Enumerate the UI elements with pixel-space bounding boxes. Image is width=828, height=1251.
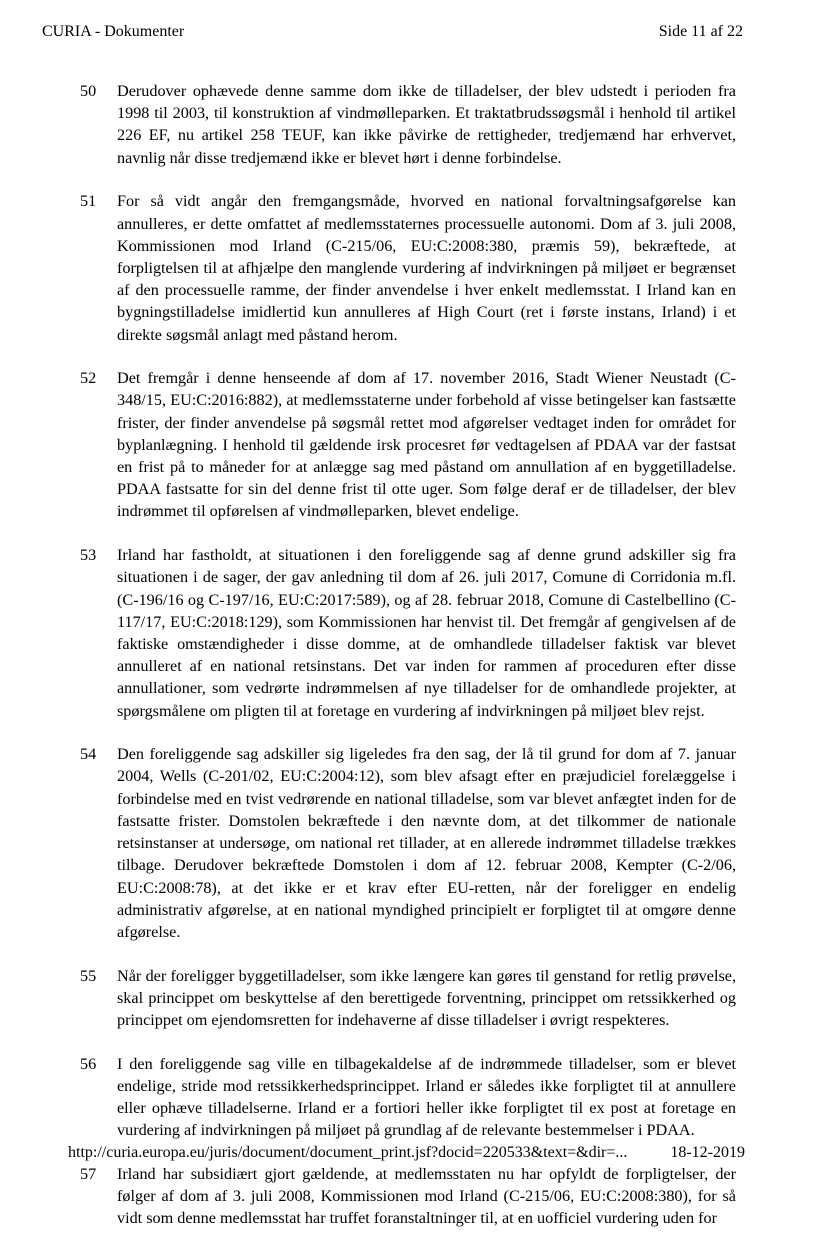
paragraph-52 bbox=[80, 367, 736, 522]
paragraph-56 bbox=[80, 1053, 736, 1142]
paragraph-text: For så vidt angår den fremgangsmåde, hvorved en national forvaltningsafgørelse kan annulleres, er dette omfattet af medlemsstaternes processuelle autonomi. Dom af 3. juli 2008, Kommissionen mod Irland (C-215/06, EU:C:2008:380, præmis 59), bekræftede, at forpligtelsen til at afhjælpe den manglende vurdering af indvirkningen på miljøet er begrænset af den processuelle ramme, der finder anvendelse i hver enkelt medlemsstat. I Irland kan en bygningstilladelse imidlertid kun annulleres af High Court (ret i første instans, Irland) i et direkte søgsmål anlagt med påstand herom. bbox=[117, 192, 736, 344]
paragraph-text: Den foreliggende sag adskiller sig ligeledes fra den sag, der lå til grund for dom af 7. januar 2004, Wells (C-201/02, EU:C:2004:12), som blev afsagt efter en præjudiciel forelæggelse i forbindelse med en tvist vedrørende en national tilladelse, som var blevet anfægtet inden for de fastsatte frister. Domstolen bekræftede i den nævnte dom, at det tilkommer de nationale retsinstanser at undersøge, om national ret tillader, at en allerede indrømmet tilladelse trækkes tilbage. Derudover bekræftede Domstolen i dom af 12. februar 2008, Kempter (C-2/06, EU:C:2008:78), at det ikke er et krav efter EU-retten, når der foreligger en endelig administrativ afgørelse, at en national myndighed principielt er forpligtet til at omgøre denne afgørelse. bbox=[117, 745, 736, 941]
paragraph-number: 57 bbox=[80, 1165, 97, 1184]
paragraph-text: Derudover ophævede denne samme dom ikke de tilladelser, der blev udstedt i perioden fra 1998 til 2003, til konstruktion af vindmølleparken. Et traktatbrudssøgsmål i henhold til artikel 226 EF, nu artikel 258 TEUF, kan ikke påvirke de rettigheder, tredjemænd har erhvervet, navnlig når disse tredjemænd ikke er blevet hørt i denne forbindelse. bbox=[117, 82, 736, 167]
paragraph-number: 54 bbox=[80, 745, 97, 764]
document-title: CURIA - Dokumenter bbox=[42, 23, 185, 40]
source-url: http://curia.europa.eu/juris/document/document_print.jsf?docid=220533&text=&dir=... bbox=[68, 1144, 628, 1161]
paragraph-text: Irland har subsidiært gjort gældende, at medlemsstaten nu har opfyldt de forpligtelser, der følger af dom af 3. juli 2008, Kommissionen mod Irland (C-215/06, EU:C:2008:380), for så vidt som denne medlemsstat har truffet foranstaltninger til, at en uofficiel vurdering uden for bbox=[117, 1165, 736, 1228]
paragraph-number: 51 bbox=[80, 192, 97, 211]
paragraph-53 bbox=[80, 544, 736, 722]
paragraph-text: Når der foreligger byggetilladelser, som ikke længere kan gøres til genstand for retlig prøvelse, skal princippet om beskyttelse af den berettigede forventning, princippet om retssikkerhed og princippet om ejendomsretten for indehaverne af disse tilladelser i øvrigt respekteres. bbox=[117, 966, 736, 1030]
paragraph-50 bbox=[80, 80, 736, 169]
document-body bbox=[80, 80, 736, 1251]
paragraph-number: 53 bbox=[80, 546, 97, 565]
paragraph-text: I den foreliggende sag ville en tilbagekaldelse af de indrømmede tilladelser, som er blevet endelige, stride mod retssikkerhedsprincippet. Irland er således ikke forpligtet til at annullere eller ophæve tilladelserne. Irland er a fortiori heller ikke forpligtet til ex post at foretage en vurdering af indvirkningen på miljøet på grundlag af de relevante bestemmelser i PDAA. bbox=[117, 1054, 736, 1140]
paragraph-57 bbox=[80, 1163, 736, 1230]
print-date: 18-12-2019 bbox=[670, 1144, 745, 1161]
paragraph-text: Irland har fastholdt, at situationen i den foreliggende sag af denne grund adskiller sig fra situationen i de sager, der gav anledning til dom af 26. juli 2017, Comune di Corridonia m.fl. (C-196/16 og C-197/16, EU:C:2017:589), og af 28. februar 2018, Comune di Castelbellino (C-117/17, EU:C:2018:129), som Kommissionen har henvist til. Det fremgår af gengivelsen af de faktiske omstændigheder i disse domme, at de omhandlede tilladelser faktisk var blevet annulleret af en national retsinstans. Det var inden for rammen af proceduren efter disse annullationer, som vedrørte indrømmelsen af nye tilladelser for de omhandlede projekter, at spørgsmålene om pligten til at foretage en vurdering af indvirkningen på miljøet blev rejst. bbox=[117, 546, 736, 720]
paragraph-text: Det fremgår i denne henseende af dom af 17. november 2016, Stadt Wiener Neustadt (C-348/15, EU:C:2016:882), at medlemsstaterne under forbehold af visse betingelser kan fastsætte frister, der finder anvendelse på søgsmål rettet mod afgørelser vedtaget inden for området for byplanlægning. I henhold til gældende irsk procesret før vedtagelsen af PDAA var der fastsat en frist på to måneder for at anlægge sag med påstand om annullation af en byggetilladelse. PDAA fastsatte for sin del denne frist til otte uger. Som følge deraf er de tilladelser, der blev indrømmet til opførelsen af vindmølleparken, blevet endelige. bbox=[117, 369, 736, 521]
paragraph-55 bbox=[80, 965, 736, 1032]
paragraph-number: 55 bbox=[80, 966, 97, 985]
paragraph-number: 52 bbox=[80, 369, 97, 388]
paragraph-51 bbox=[80, 190, 736, 345]
paragraph-54 bbox=[80, 743, 736, 943]
paragraph-number: 56 bbox=[80, 1054, 97, 1073]
paragraph-number: 50 bbox=[80, 82, 97, 100]
page-indicator: Side 11 af 22 bbox=[658, 23, 743, 40]
